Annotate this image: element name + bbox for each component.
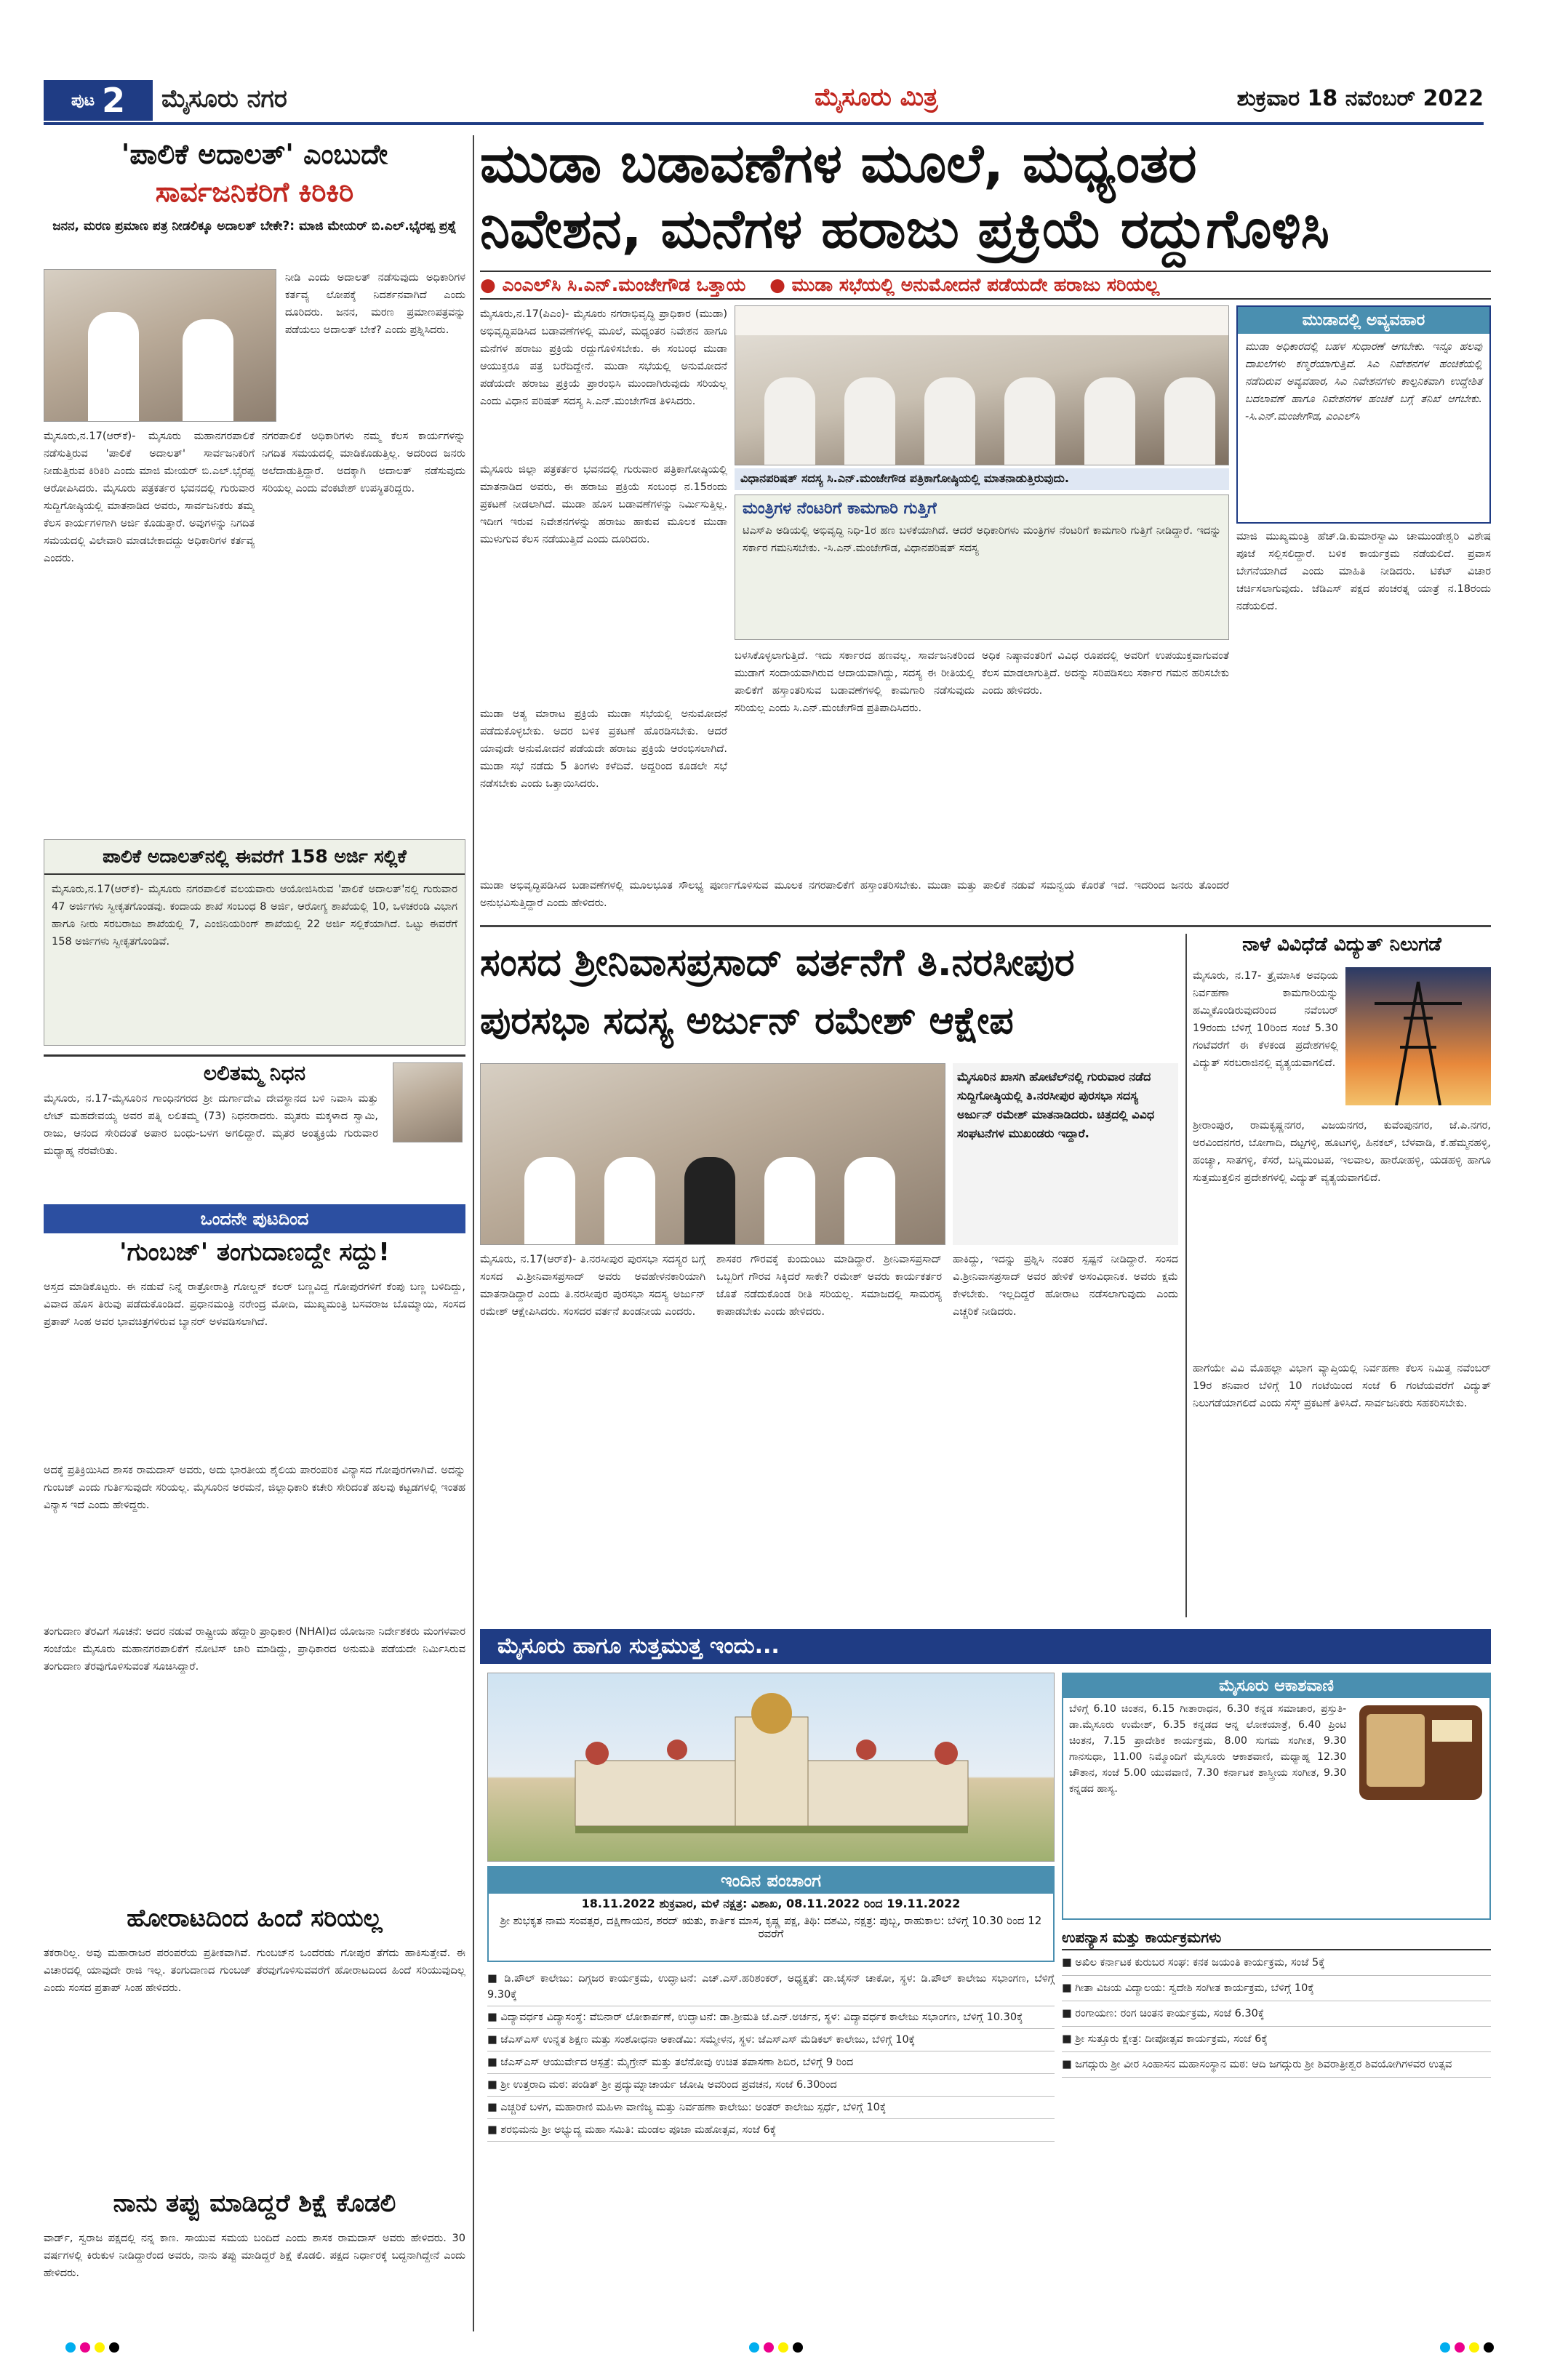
person-figure	[844, 1157, 895, 1244]
page-label: ಪುಟ	[71, 91, 95, 110]
mp-caption: ಮೈಸೂರಿನ ಖಾಸಗಿ ಹೋಟೆಲ್‌ನಲ್ಲಿ ಗುರುವಾರ ನಡೆದ ಸುದ್ದಿಗೋಷ್ಠಿಯಲ್ಲಿ ತಿ.ನರಸೀಪುರ ಪುರಸಭಾ ಸದಸ್ಯ ಅರ್ಜುನ್ ರಮೇಶ್ ಮಾತನಾಡಿದರು. ಚಿತ್ರದಲ್ಲಿ ವಿವಿಧ ಸಂಘಟನೆಗಳ ಮುಖಂಡರು ಇದ್ದಾರೆ.	[953, 1063, 1178, 1245]
retreat-body: ತಕರಾರಿಲ್ಲ. ಅವು ಮಹಾರಾಜರ ಪರಂಪರೆಯ ಪ್ರತೀಕವಾಗಿವೆ. ಗುಂಬಜ್‌ನ ಒಂದೆರಡು ಗೋಪುರ ತೆಗೆದು ಹಾಕಿಸುತ್ತೇವೆ. ಈ ವಿಚಾರದಲ್ಲಿ ಯಾವುದೇ ರಾಜಿ ಇಲ್ಲ. ತಂಗುದಾಣದ ಗುಂಬಜ್ ತೆರವುಗೊಳಿಸುವವರೆಗೆ ಹೋರಾಟದಿಂದ ಹಿಂದೆ ಸರಿಯುವುದಿಲ್ಲ ಎಂದು ಸಂಸದ ಪ್ರತಾಪ್ ಸಿಂಹ ಹೇಳಿದರು.	[44, 1947, 465, 1994]
radio-box	[1062, 1673, 1491, 1920]
person-figure	[1164, 377, 1215, 465]
lead-body-5: ಬಳಸಿಕೊಳ್ಳಲಾಗುತ್ತಿದೆ. ಇದು ಸರ್ಕಾರದ ಹಣವಲ್ಲ. ಸಾರ್ವಜನಿಕರಿಂದ ಮುಡಾಗೆ ಸಂದಾಯವಾಗಿರುವ ಆದಾಯವಾಗಿದ್ದು, ಸದಸ್ಯ ಈ ರೀತಿಯಲ್ಲಿ ಪಾಲಿಕೆಗೆ ಹಸ್ತಾಂತರಿಸುವ ಬಡಾವಣೆಗಳಲ್ಲಿ ಕಾಮಗಾರಿ ನಡೆಸುವುದು ಸರಿಯಲ್ಲ ಎಂದು ಸಿ.ಎನ್.ಮಂಜೇಗೌಡ ಪ್ರತಿಪಾದಿಸಿದರು.	[735, 650, 975, 714]
gumbaz-title: 'ಗುಂಬಜ್' ತಂಗುದಾಣದ್ದೇ ಸದ್ದು!	[119, 1238, 390, 1267]
power-tower-image	[1345, 967, 1491, 1105]
radio-schedule: ಬೆಳಿಗ್ಗೆ 6.10 ಚಿಂತನ, 6.15 ಗೀತಾರಾಧನ, 6.30 ಕನ್ನಡ ಸಮಾಚಾರ, ಪ್ರಸ್ತುತಿ- ಡಾ.ಮೈಸೂರು ಉಮೇಶ್, 6.35 ಕನ್ನಡದ ಆನ್ನ ಲೋಕಯಾತ್ರೆ, 6.40 ಪ್ರಿಂಟಿ ಚಿಂತನ, 7.15 ಪ್ರಾದೇಶಿಕ ಕಾರ್ಯಕ್ರಮ, 8.00 ಸುಗಮ ಸಂಗೀತ, 9.30 ಗಾನಸುಧಾ, 11.00 ನಿಮ್ಮೊಂದಿಗೆ ಮೈಸೂರು ಆಕಾಶವಾಣಿ, ಮಧ್ಯಾಹ್ನ 12.30 ಚೌತಾನ, ಸಂಜೆ 5.00 ಯುವವಾಣಿ, 7.30 ಕರ್ನಾಟಕ ಶಾಸ್ತ್ರೀಯ ಸಂಗೀತ, 9.30 ಕನ್ನಡದ ಹಾಸ್ಯ.	[1069, 1703, 1347, 1795]
registration-marks-left	[65, 2342, 124, 2355]
radio-speaker	[1367, 1714, 1425, 1787]
mistake-body: ವಾರ್ಡ್, ಸ್ವರಾಜ ಪಕ್ಷದಲ್ಲಿ ನನ್ನ ಕಾಣ. ಸಾಯುವ ಸಮಯ ಬಂದಿದೆ ಎಂದು ಶಾಸಕ ರಾಮದಾಸ್ ಅವರು ಹೇಳಿದರು. 30 ವರ್ಷಗಳಲ್ಲಿ ಕಿರುಕುಳ ನೀಡಿದ್ದಾರೆಂದ ಅವರು, ನಾನು ತಪ್ಪು ಮಾಡಿದ್ದರೆ ಶಿಕ್ಷೆ ಕೊಡಲಿ. ಪಕ್ಷದ ನಿರ್ಧಾರಕ್ಕೆ ಬದ್ಧನಾಗಿದ್ದೇನೆ ಎಂದು ಹೇಳಿದರು.	[44, 2233, 465, 2279]
mp-headline-block	[480, 934, 1178, 1057]
calendar-item: ■ ಶ್ರೀ ಸುತ್ತೂರು ಕ್ಷೇತ್ರ: ದೀಪೋತ್ಸವ ಕಾರ್ಯಕ್ರಮ, ಸಂಜೆ 6ಕ್ಕೆ	[1062, 2027, 1491, 2052]
palike-headline-block	[44, 135, 465, 266]
lead-photo	[735, 305, 1229, 465]
palike-headline-1: 'ಪಾಲಿಕೆ ಅದಾಲತ್' ಎಂಬುದೇ	[121, 138, 388, 170]
lead-kicker-left: ● ಎಂಎಲ್‌ಸಿ ಸಿ.ಎನ್.ಮಂಜೇಗೌಡ ಒತ್ತಾಯ	[480, 274, 746, 295]
page-header	[44, 80, 1484, 121]
person-figure	[764, 377, 815, 465]
radio-title: ಮೈಸೂರು ಆಕಾಶವಾಣಿ	[1063, 1674, 1489, 1698]
event-item: ■ ಜೆಎಸ್‌ಎಸ್ ಆಯುರ್ವೇದ ಆಸ್ಪತ್ರೆ: ಮೈಗ್ರೇನ್ ಮತ್ತು ತಲೆನೋವು ಉಚಿತ ತಪಾಸಣಾ ಶಿಬಿರ, ಬೆಳಿಗ್ಗೆ 9 ರಿಂದ	[487, 2051, 1055, 2074]
panchanga-title: ಇಂದಿನ ಪಂಚಾಂಗ	[489, 1867, 1053, 1894]
header-rule	[44, 122, 1484, 125]
lead-headline-block	[480, 131, 1491, 269]
calendar-item: ■ ಅಖಿಲ ಕರ್ನಾಟಕ ಕುರುಬರ ಸಂಘ: ಕನಕ ಜಯಂತಿ ಕಾರ್ಯಕ್ರಮ, ಸಂಜೆ 5ಕ್ಕೆ	[1062, 1950, 1491, 1976]
palike-body-3: ನಗರಪಾಲಿಕೆ ಅಧಿಕಾರಿಗಳು ನಮ್ಮ ಕೆಲಸ ಕಾರ್ಯಗಳನ್ನು ನಿಗದಿತ ಸಮಯದಲ್ಲಿ ಮಾಡಿಕೊಡುತ್ತಿಲ್ಲ. ಅದರಿಂದ ಜನರು ಅಲೆದಾಡುತ್ತಿದ್ದಾರೆ. ಅದಕ್ಕಾಗಿ ಅದಾಲತ್ ನಡೆಸುವುದು ಸರಿಯಲ್ಲ ಎಂದು ವೆಂಕಟೇಶ್ ಉಪಸ್ಥಿತರಿದ್ದರು.	[262, 431, 465, 495]
radio-icon	[1359, 1705, 1482, 1800]
obituary-block	[44, 1054, 465, 1200]
person-figure	[764, 1157, 815, 1244]
section-title: ಮೈಸೂರು ನಗರ	[161, 84, 287, 113]
palike-body-2: ಮೈಸೂರು,ನ.17(ಆರ್‌ಕೆ)- ಮೈಸೂರು ಮಹಾನಗರಪಾಲಿಕೆ ನಡೆಸುತ್ತಿರುವ 'ಪಾಲಿಕೆ ಅದಾಲತ್' ಸಾರ್ವಜನಿಕರಿಗೆ ನೀಡುತ್ತಿರುವ ಕಿರಿಕಿರಿ ಎಂದು ಮಾಜಿ ಮೇಯರ್ ಬಿ.ಎಲ್.ಭೈರಪ್ಪ ಆರೋಪಿಸಿದರು. ಮೈಸೂರು ಪತ್ರಕರ್ತರ ಭವನದಲ್ಲಿ ಗುರುವಾರ ಸುದ್ದಿಗೋಷ್ಠಿಯಲ್ಲಿ ಮಾತನಾಡಿದ ಅವರು, ಸಾರ್ವಜನಿಕರು ತಮ್ಮ ಕೆಲಸ ಕಾರ್ಯಗಳಿಗಾಗಿ ಅರ್ಜಿ ಕೊಡುತ್ತಾರೆ. ಅವುಗಳನ್ನು ನಿಗದಿತ ಸಮಯದಲ್ಲಿ ವಿಲೇವಾರಿ ಮಾಡಬೇಕಾದದ್ದು ಅಧಿಕಾರಿಗಳ ಕರ್ತವ್ಯ ಎಂದರು.	[44, 431, 255, 564]
palace-icon	[488, 1673, 1055, 1862]
events-list	[487, 1968, 1055, 2331]
adalat-count-title: ಪಾಲಿಕೆ ಅದಾಲತ್‌ನಲ್ಲಿ ಈವರೆಗೆ 158 ಅರ್ಜಿ ಸಲ್ಲಿಕೆ	[44, 840, 465, 875]
person-figure	[1084, 377, 1135, 465]
mp-body-2: ಶಾಸಕರ ಗೌರವಕ್ಕೆ ಕುಂದುಂಟು ಮಾಡಿದ್ದಾರೆ. ಶ್ರೀನಿವಾಸಪ್ರಸಾದ್ ಒಬ್ಬರಿಗೆ ಗೌರವ ಸಿಕ್ಕಿದರೆ ಸಾಕೇ? ರಮೇಶ್ ಅವರು ಕಾರ್ಯಕರ್ತರ ಜೊತೆ ನಡೆದುಕೊಂಡ ರೀತಿ ಸರಿಯಲ್ಲ. ಸಮಾಜದಲ್ಲಿ ಸಾಮರಸ್ಯ ಕಾಪಾಡಬೇಕು ಎಂದು ಹೇಳಿದರು.	[716, 1254, 942, 1318]
mp-photo	[480, 1063, 945, 1245]
gumbaz-body-3: ತಂಗುದಾಣ ತೆರವಿಗೆ ಸೂಚನೆ: ಅದರ ನಡುವೆ ರಾಷ್ಟ್ರೀಯ ಹೆದ್ದಾರಿ ಪ್ರಾಧಿಕಾರ (NHAI)ದ ಯೋಜನಾ ನಿರ್ದೇಶಕರು ಮಂಗಳವಾರ ಸಂಜೆಯೇ ಮೈಸೂರು ಮಹಾನಗರಪಾಲಿಕೆಗೆ ನೋಟಿಸ್ ಜಾರಿ ಮಾಡಿದ್ದು, ಪ್ರಾಧಿಕಾರದ ಅನುಮತಿ ಪಡೆಯದೇ ನಿರ್ಮಿಸಿರುವ ತಂಗುದಾಣ ತೆರವುಗೊಳಿಸುವಂತೆ ಸೂಚಿಸಿದ್ದಾರೆ.	[44, 1626, 465, 1673]
mp-headline-1: ಸಂಸದ ಶ್ರೀನಿವಾಸಪ್ರಸಾದ್ ವರ್ತನೆಗೆ ತಿ.ನರಸೀಪುರ	[480, 941, 1075, 985]
palace-photo	[487, 1673, 1055, 1862]
panchanga-date: 18.11.2022 ಶುಕ್ರವಾರ, ಮಳೆ ನಕ್ಷತ್ರ: ವಿಶಾಖ, 08.11.2022 ರಿಂದ 19.11.2022	[581, 1897, 961, 1910]
column-rule	[1185, 934, 1187, 1617]
muda-sidebar-body: ಮಾಜಿ ಮುಖ್ಯಮಂತ್ರಿ ಹೆಚ್.ಡಿ.ಕುಮಾರಸ್ವಾಮಿ ಚಾಮುಂಡೇಶ್ವರಿ ವಿಶೇಷ ಪೂಜೆ ಸಲ್ಲಿಸಲಿದ್ದಾರೆ. ಬಳಿಕ ಕಾರ್ಯಕ್ರಮ ನಡೆಯಲಿದೆ. ಪ್ರವಾಸ ಬೇಗನೆಯಾಗಿದೆ ಎಂದು ಮಾಹಿತಿ ನೀಡಿದರು. ಟಿಕೆಟ್ ವಿಚಾರ ಚರ್ಚಿಸಲಾಗುವುದು. ಜೆಡಿಎಸ್ ಪಕ್ಷದ ಪಂಚರತ್ನ ಯಾತ್ರೆ ನ.18ರಂದು ನಡೆಯಲಿದೆ.	[1236, 531, 1491, 612]
adalat-count-body: ಮೈಸೂರು,ನ.17(ಆರ್‌ಕೆ)- ಮೈಸೂರು ನಗರಪಾಲಿಕೆ ವಲಯವಾರು ಆಯೋಜಿಸಿರುವ 'ಪಾಲಿಕೆ ಅದಾಲತ್'ನಲ್ಲಿ ಗುರುವಾರ 47 ಅರ್ಜಿಗಳು ಸ್ವೀಕೃತಗೊಂಡವು. ಕಂದಾಯ ಶಾಖೆ ಸಂಬಂಧ 8 ಅರ್ಜಿ, ಆರೋಗ್ಯ ಶಾಖೆಯಲ್ಲಿ 10, ಒಳಚರಂಡಿ ವಿಭಾಗ ಹಾಗೂ ನೀರು ಸರಬರಾಜು ಶಾಖೆಯಲ್ಲಿ 7, ಎಂಜಿನಿಯರಿಂಗ್ ಶಾಖೆಯಲ್ಲಿ 22 ಅರ್ಜಿ ಸಲ್ಲಿಕೆಯಾಗಿದೆ. ಒಟ್ಟು ಈವರೆಗೆ 158 ಅರ್ಜಿಗಳು ಸ್ವೀಕೃತಗೊಂಡಿವೆ.	[52, 884, 457, 948]
lead-body-1: ಮೈಸೂರು,ನ.17(ಪಿಎಂ)- ಮೈಸೂರು ನಗರಾಭಿವೃದ್ಧಿ ಪ್ರಾಧಿಕಾರ (ಮುಡಾ) ಅಭಿವೃದ್ಧಿಪಡಿಸಿದ ಬಡಾವಣೆಗಳಲ್ಲಿ ಮೂಲೆ, ಮಧ್ಯಂತರ ನಿವೇಶನ ಹಾಗೂ ಮನೆಗಳ ಹರಾಜು ಪ್ರಕ್ರಿಯೆ ರದ್ದುಗೊಳಿಸಬೇಕು. ಈ ಸಂಬಂಧ ಮುಡಾ ಆಯುಕ್ತರೂ ಪತ್ರ ಬರೆದಿದ್ದೇನೆ. ಮುಡಾ ಸಭೆಯಲ್ಲಿ ಅನುಮೋದನೆ ಪಡೆಯದೇ ಹರಾಜು ಪ್ರಕ್ರಿಯೆ ಪ್ರಾರಂಭಿಸಿ ಮುಂದಾಗಿರುವುದು ಸರಿಯಲ್ಲ ಎಂದು ವಿಧಾನ ಪರಿಷತ್ ಸದಸ್ಯ ಸಿ.ಎನ್.ಮಂಜೇಗೌಡ ತಿಳಿಸಿದರು.	[480, 308, 727, 407]
today-banner: ಮೈಸೂರು ಹಾಗೂ ಸುತ್ತಮುತ್ತ ಇಂದು...	[480, 1629, 1491, 1664]
power-body-3: ಹಾಗೆಯೇ ವಿವಿ ಮೊಹಲ್ಲಾ ವಿಭಾಗ ವ್ಯಾಪ್ತಿಯಲ್ಲಿ ನಿರ್ವಹಣಾ ಕೆಲಸ ನಿಮಿತ್ತ ನವೆಂಬರ್ 19ರ ಶನಿವಾರ ಬೆಳಿಗ್ಗೆ 10 ಗಂಟೆಯಿಂದ ಸಂಜೆ 6 ಗಂಟೆಯವರೆಗೆ ವಿದ್ಯುತ್ ನಿಲುಗಡೆಯಾಗಲಿದೆ ಎಂದು ಸೆಸ್ಕ್ ಪ್ರಕಟಣೆ ತಿಳಿಸಿದೆ. ಸಾರ್ವಜನಿಕರು ಸಹಕರಿಸಬೇಕು.	[1193, 1363, 1491, 1409]
mp-body-3: ಹಾಕಿದ್ದು, ಇದನ್ನು ಪ್ರಶ್ನಿಸಿ ನಂತರ ಸ್ಪಷ್ಟನೆ ನೀಡಿದ್ದಾರೆ. ಸಂಸದ ವಿ.ಶ್ರೀನಿವಾಸಪ್ರಸಾದ್ ಅವರ ಹೇಳಿಕೆ ಅಸಂವಿಧಾನಿಕ. ಅವರು ಕ್ಷಮೆ ಕೇಳಬೇಕು. ಇಲ್ಲದಿದ್ದರೆ ಹೋರಾಟ ನಡೆಸಲಾಗುವುದು ಎಂದು ಎಚ್ಚರಿಕೆ ನೀಡಿದರು.	[953, 1254, 1178, 1318]
obituary-photo	[393, 1062, 463, 1142]
power-title: ನಾಳೆ ವಿವಿಧೆಡೆ ವಿದ್ಯುತ್ ನಿಲುಗಡೆ	[1242, 934, 1441, 956]
gumbaz-body-2: ಅದಕ್ಕೆ ಪ್ರತಿಕ್ರಿಯಿಸಿದ ಶಾಸಕ ರಾಮದಾಸ್ ಅವರು, ಅದು ಭಾರತೀಯ ಶೈಲಿಯ ಪಾರಂಪರಿಕ ವಿನ್ಯಾಸದ ಗೋಪುರಗಳಾಗಿವೆ. ಅದನ್ನು ಗುಂಬಜ್ ಎಂದು ಗುರ್ತಿಸುವುದೇ ಸರಿಯಲ್ಲ. ಮೈಸೂರಿನ ಅರಮನೆ, ಜಿಲ್ಲಾಧಿಕಾರಿ ಕಚೇರಿ ಸೇರಿದಂತೆ ಹಲವು ಕಟ್ಟಡಗಳಲ್ಲಿ ಇಂತಹ ವಿನ್ಯಾಸ ಇದೆ ಎಂದು ಹೇಳಿದ್ದರು.	[44, 1465, 465, 1511]
person-figure	[604, 1157, 655, 1244]
obituary-title: ಲಲಿತಮ್ಮ ನಿಧನ	[203, 1061, 306, 1085]
column-rule	[473, 135, 474, 2331]
page-number-box	[44, 80, 153, 121]
calendar-list	[1062, 1926, 1491, 2331]
event-item: ■ ಜೆಎಸ್‌ಎಸ್ ಉನ್ನತ ಶಿಕ್ಷಣ ಮತ್ತು ಸಂಶೋಧನಾ ಅಕಾಡೆಮಿ: ಸಮ್ಮೇಳನ, ಸ್ಥಳ: ಜೆಎಸ್‌ಎಸ್ ಮೆಡಿಕಲ್ ಕಾಲೇಜು, ಬೆಳಿಗ್ಗೆ 10ಕ್ಕೆ	[487, 2029, 1055, 2051]
event-item: ■ ಶ್ರೀ ಉತ್ತರಾದಿ ಮಠ: ಪಂಡಿತ್ ಶ್ರೀ ಪ್ರದ್ಯುಮ್ನಾಚಾರ್ಯ ಜೋಷಿ ಅವರಿಂದ ಪ್ರವಚನ, ಸಂಜೆ 6.30ರಿಂದ	[487, 2074, 1055, 2097]
lead-photo-caption: ವಿಧಾನಪರಿಷತ್ ಸದಸ್ಯ ಸಿ.ಎನ್.ಮಂಜೇಗೌಡ ಪತ್ರಿಕಾಗೋಷ್ಠಿಯಲ್ಲಿ ಮಾತನಾಡುತ್ತಿರುವುದು.	[735, 468, 1229, 490]
lead-quote-box	[735, 495, 1229, 640]
event-item: ■ ವಿದ್ಯಾವರ್ಧಕ ವಿದ್ಯಾಸಂಸ್ಥೆ: ವೆಬಿನಾರ್ ಲೋಕಾರ್ಪಣೆ, ಉದ್ಘಾಟನೆ: ಡಾ.ಶ್ರೀಮತಿ ಜೆ.ಎನ್.ಅರ್ಚನ, ಸ್ಥಳ: ವಿದ್ಯಾವರ್ಧಕ ಕಾಲೇಜು ಸಭಾಂಗಣ, ಬೆಳಿಗ್ಗೆ 10.30ಕ್ಕೆ	[487, 2006, 1055, 2029]
lead-body-6: ಅಧಿಕ ನಿಷ್ಠಾವಂತರಿಗೆ ವಿವಿಧ ರೂಪದಲ್ಲಿ ಅವರಿಗೆ ಉಪಯುಕ್ತವಾಗುವಂತೆ ಕೆಲಸ ಮಾಡಲಾಗುತ್ತಿದೆ. ಅದನ್ನು ಸರಿಪಡಿಸಲು ಸರ್ಕಾರ ಗಮನ ಹರಿಸಬೇಕು ಎಂದು ಹೇಳಿದರು.	[982, 650, 1229, 697]
mp-headline-2: ಪುರಸಭಾ ಸದಸ್ಯ ಅರ್ಜುನ್ ರಮೇಶ್ ಆಕ್ಷೇಪ	[480, 999, 1014, 1043]
muda-sidebar-quote: ಮುಡಾ ಅಧಿಕಾರದಲ್ಲಿ ಬಹಳ ಸುಧಾರಣೆ ಆಗಬೇಕು. ಇನ್ನೂ ಹಲವು ದಾಖಲೆಗಳು ಕಣ್ಮರೆಯಾಗುತ್ತಿವೆ. ಸಿಎ ನಿವೇಶನಗಳ ಹಂಚಿಕೆಯಲ್ಲಿ ನಡೆದಿರುವ ಅವ್ಯವಹಾರ, ಸಿಎ ನಿವೇಶನಗಳು ಕಾಲ್ಪನಿಕವಾಗಿ ಉದ್ದೇಶಿತ ಬದಲಾವಣೆ ಹಾಗೂ ನಿವೇಶನಗಳ ಹಂಚಿಕೆ ಬಗ್ಗೆ ತನಿಖೆ ಆಗಬೇಕು. -ಸಿ.ಎನ್.ಮಂಜೇಗೌಡ, ಎಂಎಲ್‌ಸಿ	[1245, 341, 1482, 423]
calendar-title: ಉಪನ್ಯಾಸ ಮತ್ತು ಕಾರ್ಯಕ್ರಮಗಳು	[1062, 1926, 1491, 1950]
continued-banner: ಒಂದನೇ ಪುಟದಿಂದ	[44, 1204, 465, 1233]
lead-headline-1: ಮುಡಾ ಬಡಾವಣೆಗಳ ಮೂಲೆ, ಮಧ್ಯಂತರ	[480, 132, 1197, 195]
panchanga-box	[487, 1866, 1055, 1962]
registration-marks-right	[1440, 2342, 1498, 2355]
masthead-brand: ಮೈಸೂರು ಮಿತ್ರ	[815, 83, 938, 112]
issue-date: ಶುಕ್ರವಾರ 18 ನವೆಂಬರ್ 2022	[1236, 86, 1484, 111]
power-body-2: ಶ್ರೀರಾಂಪುರ, ರಾಮಕೃಷ್ಣನಗರ, ವಿಜಯನಗರ, ಕುವೆಂಪುನಗರ, ಜೆ.ಪಿ.ನಗರ, ಅರವಿಂದನಗರ, ಬೋಗಾದಿ, ದಟ್ಟಗಳ್ಳಿ, ಹೂಟಗಳ್ಳಿ, ಹಿನಕಲ್, ಬೆಳವಾಡಿ, ಕೆ.ಹೆಮ್ಮನಹಳ್ಳಿ, ಹಂಚ್ಯಾ, ಸಾತಗಳ್ಳಿ, ಕೆಸರೆ, ಬನ್ನಿಮಂಟಪ, ಇಲವಾಲ, ಹಾರೋಹಳ್ಳಿ, ಯಡಹಳ್ಳಿ ಹಾಗೂ ಸುತ್ತಮುತ್ತಲಿನ ಪ್ರದೇಶಗಳಲ್ಲಿ ವಿದ್ಯುತ್ ವ್ಯತ್ಯಯವಾಗಲಿದೆ.	[1193, 1120, 1491, 1184]
palike-deck: ಜನನ, ಮರಣ ಪ್ರಮಾಣ ಪತ್ರ ನೀಡಲಿಕ್ಕೂ ಅದಾಲತ್ ಬೇಕೇ?: ಮಾಜಿ ಮೇಯರ್ ಬಿ.ಎಲ್.ಭೈರಪ್ಪ ಪ್ರಶ್ನೆ	[52, 219, 457, 233]
person-figure	[1004, 377, 1055, 465]
lead-headline-2: ನಿವೇಶನ, ಮನೆಗಳ ಹರಾಜು ಪ್ರಕ್ರಿಯೆ ರದ್ದುಗೊಳಿಸಿ	[480, 198, 1329, 260]
person-figure	[183, 319, 233, 421]
adalat-count-box	[44, 839, 465, 1046]
power-body-1: ಮೈಸೂರು, ನ.17- ತ್ರೈಮಾಸಿಕ ಅವಧಿಯ ನಿರ್ವಹಣಾ ಕಾಮಗಾರಿಯನ್ನು ಹಮ್ಮಿಕೊಂಡಿರುವುದರಿಂದ ನವೆಂಬರ್ 19ರಂದು ಬೆಳಿಗ್ಗೆ 10ರಿಂದ ಸಂಜೆ 5.30 ಗಂಟೆವರೆಗೆ ಈ ಕೆಳಕಂಡ ಪ್ರದೇಶಗಳಲ್ಲಿ ವಿದ್ಯುತ್ ಸರಬರಾಜಿನಲ್ಲಿ ವ್ಯತ್ಯಯವಾಗಲಿದೆ.	[1193, 970, 1338, 1069]
person-figure	[524, 1157, 575, 1244]
calendar-item: ■ ಗೀತಾ ವಿಜಯ ವಿದ್ಯಾಲಯ: ಸ್ವದೇಶಿ ಸಂಗೀತ ಕಾರ್ಯಕ್ರಮ, ಬೆಳಿಗ್ಗೆ 10ಕ್ಕೆ	[1062, 1976, 1491, 2001]
obituary-body: ಮೈಸೂರು, ನ.17-ಮೈಸೂರಿನ ಗಾಂಧಿನಗರದ ಶ್ರೀ ದುರ್ಗಾದೇವಿ ದೇವಸ್ಥಾನದ ಬಳಿ ನಿವಾಸಿ ಮತ್ತು ಲೇಟ್ ಮಹದೇವಯ್ಯ ಅವರ ಪತ್ನಿ ಲಲಿತಮ್ಮ (73) ನಿಧನರಾದರು. ಮೃತರು ಮಕ್ಕಳಾದ ಸ್ವಾಮಿ, ರಾಜು, ಆನಂದ ಸೇರಿದಂತೆ ಅಪಾರ ಬಂಧು-ಬಳಗ ಅಗಲಿದ್ದಾರೆ. ಮೃತರ ಅಂತ್ಯಕ್ರಿಯೆ ಗುರುವಾರ ಮಧ್ಯಾಹ್ನ ನೆರವೇರಿತು.	[44, 1093, 378, 1157]
retreat-title: ಹೋರಾಟದಿಂದ ಹಿಂದೆ ಸರಿಯಲ್ಲ	[127, 1904, 383, 1933]
palike-headline-2: ಸಾರ್ವಜನಿಕರಿಗೆ ಕಿರಿಕಿರಿ	[155, 176, 354, 208]
calendar-item: ■ ಜಗದ್ಗುರು ಶ್ರೀ ವೀರ ಸಿಂಹಾಸನ ಮಹಾಸಂಸ್ಥಾನ ಮಠ: ಆದಿ ಜಗದ್ಗುರು ಶ್ರೀ ಶಿವರಾತ್ರೀಶ್ವರ ಶಿವಯೋಗಿಗಳವರ ಉತ್ಸವ	[1062, 2052, 1491, 2078]
palike-photo	[44, 269, 276, 422]
registration-marks-center	[749, 2342, 807, 2355]
gumbaz-body-1: ಅಸ್ತದ ಮಾಡಿಕೊಟ್ಟರು. ಈ ನಡುವೆ ನಿನ್ನೆ ರಾತ್ರೋರಾತ್ರಿ ಗೋಲ್ಡನ್ ಕಲರ್ ಬಣ್ಣವಿದ್ದ ಗೋಪುರಗಳಿಗೆ ಕೆಂಪು ಬಣ್ಣ ಬಳಿದಿದ್ದು, ವಿವಾದ ಹೊಸ ತಿರುವು ಪಡೆದುಕೊಂಡಿದೆ. ಪ್ರಧಾನಮಂತ್ರಿ ನರೇಂದ್ರ ಮೋದಿ, ಮುಖ್ಯಮಂತ್ರಿ ಬಸವರಾಜ ಬೊಮ್ಮಾಯಿ, ಸಂಸದ ಪ್ರತಾಪ್ ಸಿಂಹ ಅವರ ಭಾವಚಿತ್ರಗಳಿರುವ ಬ್ಯಾನರ್ ಅಳವಡಿಸಲಾಗಿದೆ.	[44, 1281, 465, 1328]
lead-body-3: ಮುಡಾ ಅತ್ಯ ಮಾರಾಟ ಪ್ರಕ್ರಿಯೆ ಮುಡಾ ಸಭೆಯಲ್ಲಿ ಅನುಮೋದನೆ ಪಡೆದುಕೊಳ್ಳಬೇಕು. ಅದರ ಬಳಿಕ ಪ್ರಕಟಣೆ ಹೊರಡಿಸಬೇಕು. ಆದರೆ ಯಾವುದೇ ಅನುಮೋದನೆ ಪಡೆಯದೇ ಹರಾಜು ಪ್ರಕ್ರಿಯೆ ಆರಂಭಿಸಲಾಗಿದೆ. ಮುಡಾ ಸಭೆ ನಡೆದು 5 ತಿಂಗಳು ಕಳೆದಿವೆ. ಅದ್ದರಿಂದ ಕೂಡಲೇ ಸಭೆ ನಡೆಸಬೇಕು ಎಂದು ಒತ್ತಾಯಿಸಿದರು.	[480, 708, 727, 790]
person-figure	[924, 377, 975, 465]
radio-dial	[1432, 1720, 1472, 1742]
mp-body-1: ಮೈಸೂರು, ನ.17(ಆರ್‌ಕೆ)- ತಿ.ನರಸೀಪುರ ಪುರಸಭಾ ಸದಸ್ಯರ ಬಗ್ಗೆ ಸಂಸದ ವಿ.ಶ್ರೀನಿವಾಸಪ್ರಸಾದ್ ಅವರು ಅವಹೇಳನಕಾರಿಯಾಗಿ ಮಾತನಾಡಿದ್ದಾರೆ ಎಂದು ತಿ.ನರಸೀಪುರ ಪುರಸಭಾ ಸದಸ್ಯ ಅರ್ಜುನ್ ರಮೇಶ್ ಆಕ್ಷೇಪಿಸಿದರು. ಸಂಸದರ ವರ್ತನೆ ಖಂಡನೀಯ ಎಂದರು.	[480, 1254, 705, 1318]
calendar-item: ■ ರಂಗಾಯಣ: ರಂಗ ಚಿಂತನ ಕಾರ್ಯಕ್ರಮ, ಸಂಜೆ 6.30ಕ್ಕೆ	[1062, 2001, 1491, 2027]
lead-kicker-right: ● ಮುಡಾ ಸಭೆಯಲ್ಲಿ ಅನುಮೋದನೆ ಪಡೆಯದೇ ಹರಾಜು ಸರಿಯಲ್ಲ	[769, 274, 1160, 295]
panchanga-body: ಶ್ರೀ ಶುಭಕೃತ ನಾಮ ಸಂವತ್ಸರ, ದಕ್ಷಿಣಾಯನ, ಶರದ್ ಋತು, ಕಾರ್ತಿಕ ಮಾಸ, ಕೃಷ್ಣ ಪಕ್ಷ, ತಿಥಿ: ದಶಮಿ, ನಕ್ಷತ್ರ: ಪುಬ್ಬ, ರಾಹುಕಾಲ: ಬೆಳಿಗ್ಗೆ 10.30 ರಿಂದ 12 ರವರೆಗೆ	[500, 1914, 1042, 1940]
page-number: 2	[102, 81, 126, 120]
lead-quote-title: ಮಂತ್ರಿಗಳ ನೆಂಟರಿಗೆ ಕಾಮಗಾರಿ ಗುತ್ತಿಗೆ	[743, 500, 937, 518]
lead-quote-text: ಟಿಎಸ್‌ಪಿ ಅಡಿಯಲ್ಲಿ ಅಭಿವೃದ್ಧಿ ನಿಧಿ-1ರ ಹಣ ಬಳಕೆಯಾಗಿದೆ. ಆದರೆ ಅಧಿಕಾರಿಗಳು ಮಂತ್ರಿಗಳ ನೆಂಟರಿಗೆ ಕಾಮಗಾರಿ ಗುತ್ತಿಗೆ ನೀಡಿದ್ದಾರೆ. ಇದನ್ನು ಸರ್ಕಾರ ಗಮನಿಸಬೇಕು. -ಸಿ.ಎನ್.ಮಂಜೇಗೌಡ, ವಿಧಾನಪರಿಷತ್ ಸದಸ್ಯ	[743, 525, 1221, 554]
event-item: ■ ಶರಭಿಮನು ಶ್ರೀ ಅಭ್ಯುದ್ಯ ಮಹಾ ಸಮಿತಿ: ಮಂಡಲ ಪೂಜಾ ಮಹೋತ್ಸವ, ಸಂಜೆ 6ಕ್ಕೆ	[487, 2119, 1055, 2142]
muda-sidebar	[1236, 305, 1491, 524]
mistake-title: ನಾನು ತಪ್ಪು ಮಾಡಿದ್ದರೆ ಶಿಕ್ಷೆ ಕೊಡಲಿ	[113, 2189, 396, 2218]
event-item: ■ ಡಿ.ಪೌಲ್ ಕಾಲೇಜು: ದಿಗ್ಗಜರ ಕಾರ್ಯಕ್ರಮ, ಉದ್ಘಾಟನೆ: ಎಚ್.ಎಸ್.ಹರಿಶಂಕರ್, ಅಧ್ಯಕ್ಷತೆ: ಡಾ.ಜೈಸನ್ ಚಾಕೋ, ಸ್ಥಳ: ಡಿ.ಪೌಲ್ ಕಾಲೇಜು ಸಭಾಂಗಣ, ಬೆಳಿಗ್ಗೆ 9.30ಕ್ಕೆ	[487, 1968, 1055, 2006]
section-rule	[480, 925, 1491, 927]
photo-banner-area	[735, 306, 1228, 335]
person-figure	[684, 1157, 735, 1244]
lead-kickers	[480, 271, 1491, 300]
person-figure	[844, 377, 895, 465]
palike-body-1: ನೀಡಿ ಎಂದು ಅದಾಲತ್ ನಡೆಸುವುದು ಅಧಿಕಾರಿಗಳ ಕರ್ತವ್ಯ ಲೋಪಕ್ಕೆ ನಿದರ್ಶನವಾಗಿದೆ ಎಂದು ದೂರಿದರು. ಜನನ, ಮರಣ ಪ್ರಮಾಣಪತ್ರವನ್ನು ಪಡೆಯಲು ಅದಾಲತ್ ಬೇಕೆ? ಎಂದು ಪ್ರಶ್ನಿಸಿದರು.	[285, 272, 465, 336]
muda-sidebar-title: ಮುಡಾದಲ್ಲಿ ಅವ್ಯವಹಾರ	[1238, 307, 1489, 334]
person-figure	[88, 312, 139, 421]
event-item: ■ ಎಚ್ಚರಿಕೆ ಬಳಗ, ಮಹಾರಾಣಿ ಮಹಿಳಾ ವಾಣಿಜ್ಯ ಮತ್ತು ನಿರ್ವಹಣಾ ಕಾಲೇಜು: ಅಂತರ್ ಕಾಲೇಜು ಸ್ಪರ್ಧೆ, ಬೆಳಿಗ್ಗೆ 10ಕ್ಕೆ	[487, 2097, 1055, 2119]
lead-body-4: ಮುಡಾ ಅಭಿವೃದ್ಧಿಪಡಿಸಿದ ಬಡಾವಣೆಗಳಲ್ಲಿ ಮೂಲಭೂತ ಸೌಲಭ್ಯ ಪೂರ್ಣಗೊಳಿಸುವ ಮೂಲಕ ನಗರಪಾಲಿಕೆಗೆ ಹಸ್ತಾಂತರಿಸಬೇಕು. ಮುಡಾ ಮತ್ತು ಪಾಲಿಕೆ ನಡುವೆ ಸಮನ್ವಯ ಕೊರತೆ ಇದೆ. ಇದರಿಂದ ಜನರು ತೊಂದರೆ ಅನುಭವಿಸುತ್ತಿದ್ದಾರೆ ಎಂದು ಹೇಳಿದರು.	[480, 880, 1229, 909]
lead-body-2: ಮೈಸೂರು ಜಿಲ್ಲಾ ಪತ್ರಕರ್ತರ ಭವನದಲ್ಲಿ ಗುರುವಾರ ಪತ್ರಿಕಾಗೋಷ್ಠಿಯಲ್ಲಿ ಮಾತನಾಡಿದ ಅವರು, ಈ ಹರಾಜು ಪ್ರಕ್ರಿಯೆ ಸಂಬಂಧ ನ.15ರಂದು ಪ್ರಕಟಣೆ ನೀಡಲಾಗಿದೆ. ಮುಡಾ ಹೊಸ ಬಡಾವಣೆಗಳನ್ನು ನಿರ್ಮಿಸುತ್ತಿಲ್ಲ. ಇದೀಗ ಇರುವ ನಿವೇಶನಗಳನ್ನು ಹರಾಜು ಹಾಕುವ ಮೂಲಕ ಮುಡಾ ಮುಳುಗುವ ಕೆಲಸ ನಡೆಯುತ್ತಿದೆ ಎಂದು ದೂರಿದರು.	[480, 464, 727, 545]
transmission-tower-icon	[1345, 967, 1491, 1105]
